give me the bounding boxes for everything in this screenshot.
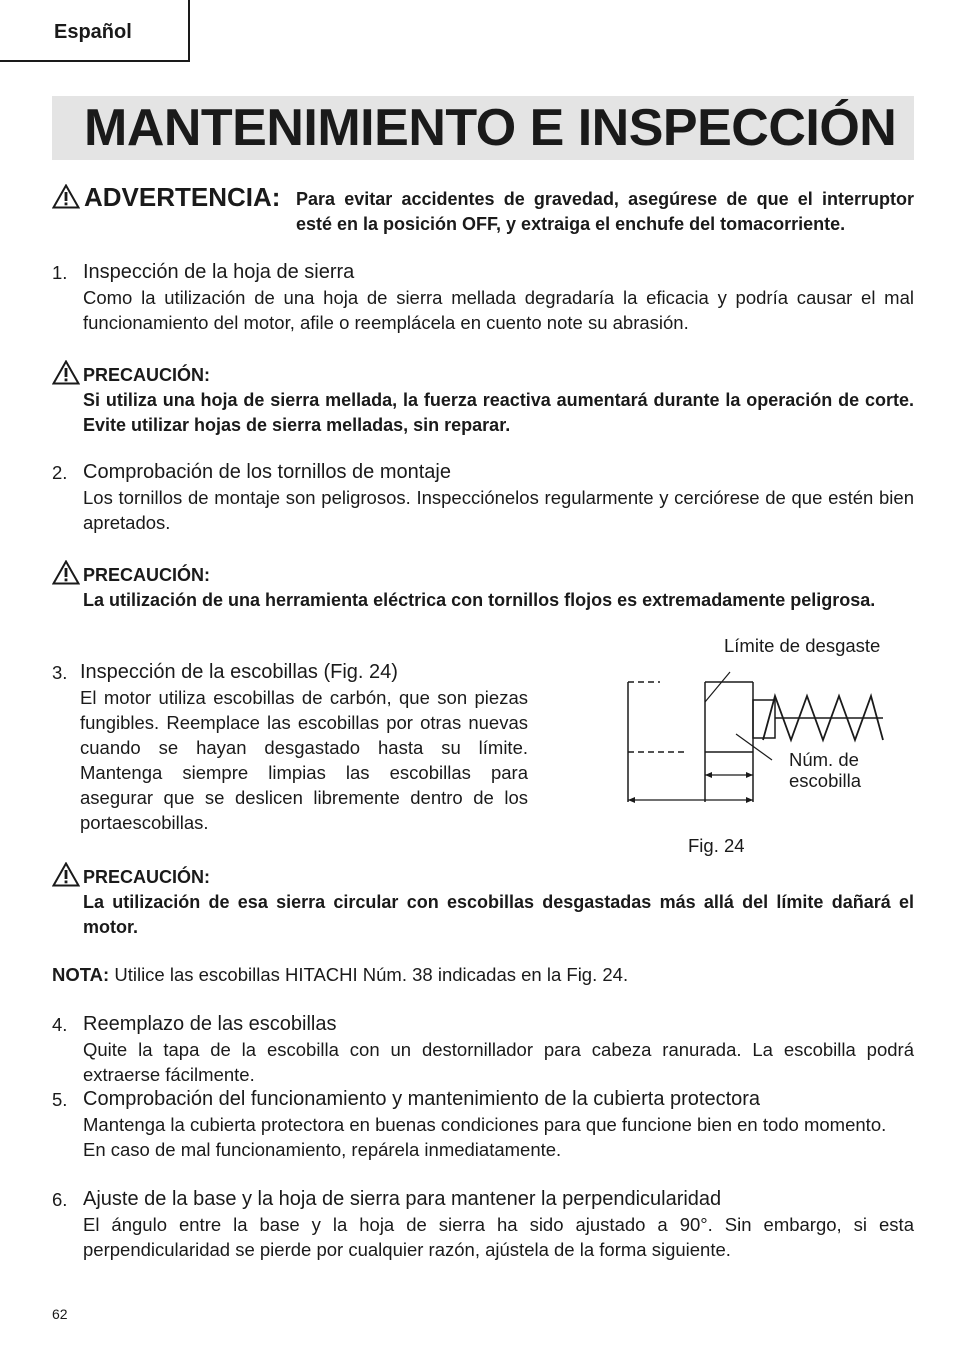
item-number: 1. [52, 262, 68, 283]
item-heading: Comprobación del funcionamiento y mantenimiento de la cubierta protectora [83, 1088, 761, 1110]
list-item [52, 260, 914, 335]
caution-label-text: PRECAUCIÓN: [83, 565, 211, 585]
caution-text: Si utiliza una hoja de sierra mellada, la fuerza reactiva aumentará durante la operación de corte. Evite utilizar hojas de sierra melladas, sin reparar. [83, 390, 914, 435]
language-label: Español [54, 21, 132, 43]
warning-triangle-icon [52, 360, 80, 385]
list-item [52, 660, 528, 835]
warning-label [52, 182, 280, 213]
warning-triangle-icon [52, 862, 80, 887]
wear-limit-label: Límite de desgaste [724, 635, 881, 656]
item-body-extra: En caso de mal funcionamiento, repárela inmediatamente. [83, 1139, 562, 1160]
page-number: 62 [52, 1306, 68, 1322]
item-heading: Inspección de la escobillas (Fig. 24) [80, 661, 398, 683]
warning-text: Para evitar accidentes de gravedad, asegúrese de que el interruptor esté en la posición OFF, y extraiga el enchufe del tomacorriente. [296, 189, 914, 234]
figure-caption: Fig. 24 [688, 835, 745, 856]
note [52, 962, 914, 987]
item-body: El motor utiliza escobillas de carbón, que son piezas fungibles. Reemplace las escobillas por otras nuevas cuando se hayan desgastado hasta su límite. Mantenga siempre limpias las escobillas para asegurar que se deslicen libremente dentro de los portaescobillas. [80, 687, 528, 833]
warning-triangle-icon [52, 184, 80, 209]
figure-24 [600, 630, 920, 870]
caution-label [52, 862, 914, 890]
caution-label [52, 560, 914, 588]
item-body: El ángulo entre la base y la hoja de sierra ha sido ajustado a 90°. Sin embargo, si esta perpendicularidad se pierde por cualquier razón, ajústela de la forma siguiente. [83, 1214, 914, 1260]
item-number: 5. [52, 1089, 68, 1110]
item-body: Los tornillos de montaje son peligrosos. Inspecciónelos regularmente y cerciórese de que estén bien apretados. [83, 487, 914, 533]
brush-number-label-line2: escobilla [789, 770, 861, 791]
list-item [52, 1087, 914, 1162]
brush-number-label-line1: Núm. de [789, 749, 859, 770]
note-label: NOTA: [52, 964, 110, 985]
warning-label-text: ADVERTENCIA: [84, 182, 281, 212]
page-title: MANTENIMIENTO E INSPECCIÓN [84, 99, 897, 157]
item-heading: Reemplazo de las escobillas [83, 1013, 337, 1035]
caution-block [52, 360, 914, 438]
note-text: Utilice las escobillas HITACHI Núm. 38 indicadas en la Fig. 24. [109, 964, 629, 985]
warning-triangle-icon [52, 560, 80, 585]
brush-number-label [789, 749, 861, 791]
caution-label-text: PRECAUCIÓN: [83, 365, 211, 385]
list-item [52, 460, 914, 535]
item-heading: Inspección de la hoja de sierra [83, 261, 355, 283]
item-number: 3. [52, 662, 68, 683]
item-heading: Comprobación de los tornillos de montaje [83, 461, 451, 483]
caution-text: La utilización de esa sierra circular con escobillas desgastadas más allá del límite dañará el motor. [83, 892, 914, 937]
caution-block [52, 560, 914, 613]
caution-label-text: PRECAUCIÓN: [83, 867, 211, 887]
item-number: 6. [52, 1189, 68, 1210]
caution-text: La utilización de una herramienta eléctrica con tornillos flojos es extremadamente peligrosa. [83, 590, 876, 610]
brush-diagram [600, 630, 920, 830]
list-item [52, 1187, 914, 1262]
title-band [52, 96, 914, 160]
item-number: 4. [52, 1014, 68, 1035]
item-number: 2. [52, 462, 68, 483]
caution-block [52, 862, 914, 940]
caution-label [52, 360, 914, 388]
item-body: Quite la tapa de la escobilla con un destornillador para cabeza ranurada. La escobilla podrá extraerse fácilmente. [83, 1039, 914, 1085]
language-tab [0, 0, 190, 62]
item-body: Como la utilización de una hoja de sierra mellada degradaría la eficacia y podría causar el mal funcionamiento del motor, afile o reemplácela en cuento note su abrasión. [83, 287, 914, 333]
item-body: Mantenga la cubierta protectora en buenas condiciones para que funcione bien en todo momento. [83, 1114, 887, 1135]
list-item [52, 1012, 914, 1087]
item-heading: Ajuste de la base y la hoja de sierra para mantener la perpendicularidad [83, 1188, 722, 1210]
